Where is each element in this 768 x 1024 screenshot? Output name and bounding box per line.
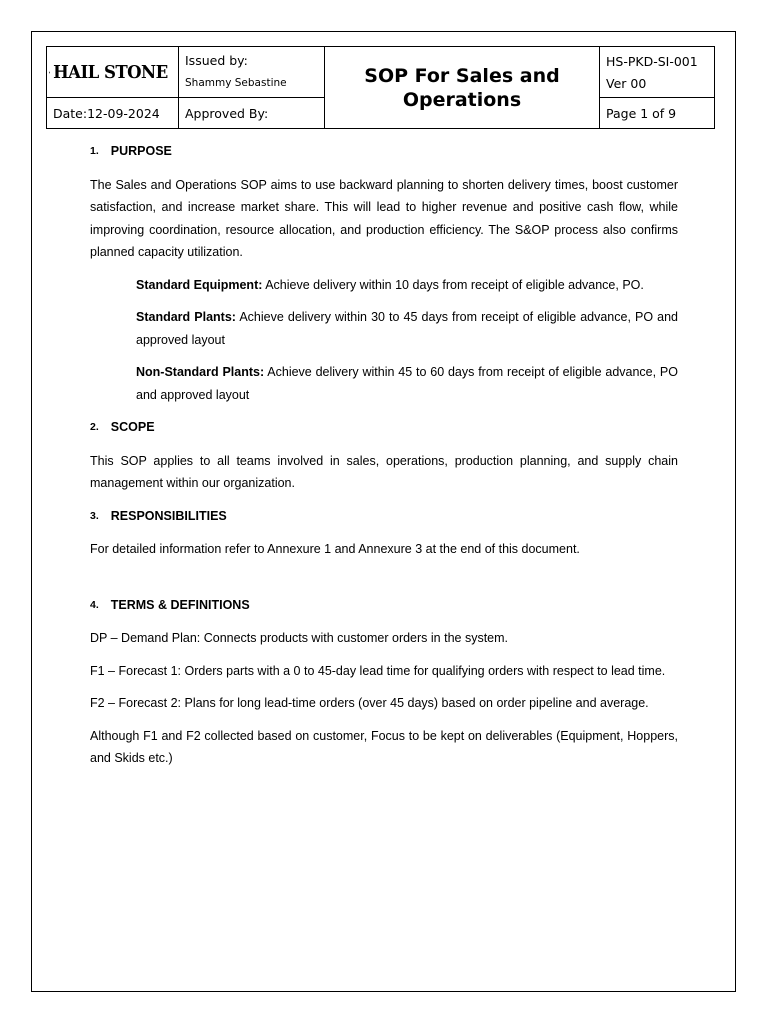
doc-reference-cell [600, 47, 715, 98]
scope-paragraph: This SOP applies to all teams involved in sales, operations, production planning, and supply chain management within our organization. [90, 453, 678, 490]
target-text: Achieve delivery within 45 to 60 days from receipt of eligible advance, PO and approved layout [136, 365, 678, 402]
page-number: Page 1 of 9 [600, 98, 715, 129]
target-label: Standard Plants: [136, 310, 236, 324]
section-title: PURPOSE [110, 144, 172, 158]
issued-by-cell [179, 47, 325, 98]
section-heading-responsibilities [90, 505, 678, 528]
target-text: Achieve delivery within 10 days from receipt of eligible advance, PO. [262, 277, 644, 292]
target-label: Non-Standard Plants: [136, 365, 265, 379]
logo-cell [47, 47, 179, 98]
section-title: RESPONSIBILITIES [110, 508, 227, 523]
definition-f2: F2 – Forecast 2: Plans for long lead-time orders (over 45 days) based on order pipeline and average. [90, 696, 649, 710]
logo-text: HAIL STONE [53, 61, 168, 83]
responsibilities-paragraph: For detailed information refer to Annexure 1 and Annexure 3 at the end of this document. [90, 542, 580, 556]
doc-version: Ver 00 [606, 76, 647, 91]
definition-f1: F1 – Forecast 1: Orders parts with a 0 to 45-day lead time for qualifying orders with respect to lead time. [90, 663, 666, 678]
section-heading-purpose [90, 140, 678, 163]
section-title: SCOPE [110, 420, 155, 434]
approved-by-label: Approved By: [179, 98, 325, 129]
target-non-standard-plants [90, 361, 678, 406]
document-header [46, 46, 715, 129]
target-text: Achieve delivery within 30 to 45 days from receipt of eligible advance, PO and approved layout [136, 310, 679, 347]
section-number: 2. [90, 421, 99, 433]
purpose-paragraph: The Sales and Operations SOP aims to use backward planning to shorten delivery times, boost customer satisfaction, and increase market share. This will lead to higher revenue and positive cash flow, while improving coordination, resource allocation, and production efficiency. The S&OP process also confirms planned capacity utilization. [90, 177, 678, 259]
target-standard-plants [90, 306, 678, 351]
document-title: SOP For Sales and Operations [325, 47, 600, 129]
section-number: 1. [90, 145, 99, 157]
company-logo [49, 62, 168, 83]
section-number: 3. [90, 509, 99, 522]
document-body [90, 140, 678, 770]
hailstone-logo-icon [49, 63, 50, 82]
doc-code: HS-PKD-SI-001 [606, 54, 698, 69]
section-heading-scope [90, 416, 678, 439]
issued-by-name: Shammy Sebastine [185, 77, 287, 89]
issued-by-label: Issued by: [185, 53, 248, 68]
section-title: TERMS & DEFINITIONS [110, 597, 250, 612]
doc-date: Date:12-09-2024 [47, 98, 179, 129]
target-label: Standard Equipment: [136, 277, 263, 292]
section-heading-terms [90, 594, 678, 617]
definition-dp: DP – Demand Plan: Connects products with customer orders in the system. [90, 631, 509, 645]
section-number: 4. [90, 598, 99, 611]
definition-note: Although F1 and F2 collected based on customer, Focus to be kept on deliverables (Equipment, Hoppers, and Skids etc.) [90, 728, 678, 765]
target-standard-equipment [90, 274, 678, 297]
